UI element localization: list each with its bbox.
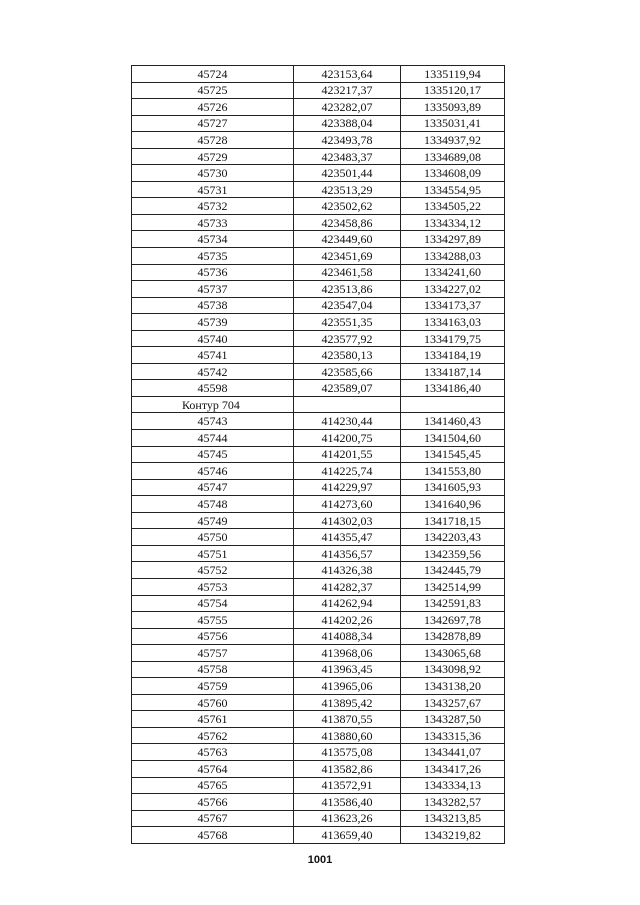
y-coordinate-cell: 1343441,07 <box>401 744 505 761</box>
x-coordinate-cell: 423513,86 <box>294 281 401 298</box>
point-number-cell: 45746 <box>132 463 294 480</box>
point-number-cell: 45725 <box>132 82 294 99</box>
x-coordinate-cell: 414225,74 <box>294 463 401 480</box>
y-coordinate-cell: 1334608,09 <box>401 165 505 182</box>
y-coordinate-cell: 1342591,83 <box>401 595 505 612</box>
point-number-cell: 45763 <box>132 744 294 761</box>
table-row <box>132 760 505 777</box>
point-number-cell: 45768 <box>132 827 294 844</box>
point-number-cell: 45760 <box>132 694 294 711</box>
table-row <box>132 363 505 380</box>
table-row <box>132 248 505 265</box>
point-number-cell: 45745 <box>132 446 294 463</box>
table-row <box>132 66 505 83</box>
y-coordinate-cell: 1341460,43 <box>401 413 505 430</box>
coordinates-table-body <box>132 66 505 844</box>
point-number-cell: 45767 <box>132 810 294 827</box>
x-coordinate-cell: 423551,35 <box>294 314 401 331</box>
y-coordinate-cell: 1334179,75 <box>401 330 505 347</box>
point-number-cell: 45740 <box>132 330 294 347</box>
table-row <box>132 529 505 546</box>
y-coordinate-cell: 1335093,89 <box>401 99 505 116</box>
coordinates-table <box>131 65 505 844</box>
x-coordinate-cell: 423513,29 <box>294 181 401 198</box>
x-coordinate-cell: 414282,37 <box>294 578 401 595</box>
table-row <box>132 430 505 447</box>
point-number-cell: 45744 <box>132 430 294 447</box>
y-coordinate-cell: 1343417,26 <box>401 760 505 777</box>
x-coordinate-cell: 413895,42 <box>294 694 401 711</box>
table-row <box>132 827 505 844</box>
y-coordinate-cell: 1343315,36 <box>401 727 505 744</box>
table-row <box>132 115 505 132</box>
x-coordinate-cell: 423449,60 <box>294 231 401 248</box>
table-row <box>132 446 505 463</box>
point-number-cell: 45756 <box>132 628 294 645</box>
x-coordinate-cell: 414200,75 <box>294 430 401 447</box>
x-coordinate-cell: 414230,44 <box>294 413 401 430</box>
x-coordinate-cell: 413659,40 <box>294 827 401 844</box>
y-coordinate-cell: 1335119,94 <box>401 66 505 83</box>
table-row <box>132 628 505 645</box>
y-coordinate-cell: 1342445,79 <box>401 562 505 579</box>
table-row <box>132 380 505 397</box>
x-coordinate-cell: 414229,97 <box>294 479 401 496</box>
point-number-cell: 45752 <box>132 562 294 579</box>
point-number-cell: 45764 <box>132 760 294 777</box>
x-coordinate-cell: 413968,06 <box>294 645 401 662</box>
y-coordinate-cell: 1334186,40 <box>401 380 505 397</box>
y-coordinate-cell: 1343257,67 <box>401 694 505 711</box>
y-coordinate-cell: 1343098,92 <box>401 661 505 678</box>
y-coordinate-cell: 1334297,89 <box>401 231 505 248</box>
table-row <box>132 578 505 595</box>
point-number-cell: 45759 <box>132 678 294 695</box>
point-number-cell: 45739 <box>132 314 294 331</box>
x-coordinate-cell: 413575,08 <box>294 744 401 761</box>
table-row <box>132 347 505 364</box>
table-row <box>132 496 505 513</box>
point-number-cell: 45751 <box>132 545 294 562</box>
table-row <box>132 148 505 165</box>
y-coordinate-cell: 1334937,92 <box>401 132 505 149</box>
x-coordinate-cell: 414201,55 <box>294 446 401 463</box>
table-row <box>132 198 505 215</box>
point-number-cell: 45747 <box>132 479 294 496</box>
x-coordinate-cell: 413963,45 <box>294 661 401 678</box>
x-coordinate-cell: 413880,60 <box>294 727 401 744</box>
y-coordinate-cell: 1334689,08 <box>401 148 505 165</box>
y-coordinate-cell: 1341504,60 <box>401 430 505 447</box>
x-coordinate-cell: 423451,69 <box>294 248 401 265</box>
point-number-cell: 45741 <box>132 347 294 364</box>
x-coordinate-cell: 414356,57 <box>294 545 401 562</box>
y-coordinate-cell: 1334187,14 <box>401 363 505 380</box>
y-coordinate-cell: 1341553,80 <box>401 463 505 480</box>
table-row <box>132 99 505 116</box>
point-number-cell: 45598 <box>132 380 294 397</box>
point-number-cell: 45737 <box>132 281 294 298</box>
y-coordinate-cell: 1343287,50 <box>401 711 505 728</box>
y-coordinate-cell: 1341545,45 <box>401 446 505 463</box>
point-number-cell: 45757 <box>132 645 294 662</box>
table-row <box>132 214 505 231</box>
point-number-cell: 45742 <box>132 363 294 380</box>
point-number-cell: 45732 <box>132 198 294 215</box>
table-row <box>132 181 505 198</box>
table-row <box>132 463 505 480</box>
y-coordinate-cell <box>401 396 505 413</box>
y-coordinate-cell: 1342359,56 <box>401 545 505 562</box>
x-coordinate-cell: 423585,66 <box>294 363 401 380</box>
x-coordinate-cell: 414202,26 <box>294 612 401 629</box>
y-coordinate-cell: 1334334,12 <box>401 214 505 231</box>
x-coordinate-cell <box>294 396 401 413</box>
y-coordinate-cell: 1334163,03 <box>401 314 505 331</box>
x-coordinate-cell: 413623,26 <box>294 810 401 827</box>
x-coordinate-cell: 423589,07 <box>294 380 401 397</box>
table-row <box>132 810 505 827</box>
y-coordinate-cell: 1341605,93 <box>401 479 505 496</box>
y-coordinate-cell: 1343219,82 <box>401 827 505 844</box>
table-row <box>132 727 505 744</box>
x-coordinate-cell: 413586,40 <box>294 794 401 811</box>
y-coordinate-cell: 1343213,85 <box>401 810 505 827</box>
x-coordinate-cell: 423388,04 <box>294 115 401 132</box>
point-number-cell: 45755 <box>132 612 294 629</box>
y-coordinate-cell: 1334241,60 <box>401 264 505 281</box>
point-number-cell: 45762 <box>132 727 294 744</box>
table-row <box>132 545 505 562</box>
point-number-cell: 45726 <box>132 99 294 116</box>
table-row <box>132 264 505 281</box>
x-coordinate-cell: 414273,60 <box>294 496 401 513</box>
point-number-cell: 45748 <box>132 496 294 513</box>
page-number: 1001 <box>307 854 333 866</box>
table-row <box>132 777 505 794</box>
table-row <box>132 645 505 662</box>
point-number-cell: 45727 <box>132 115 294 132</box>
y-coordinate-cell: 1334227,02 <box>401 281 505 298</box>
y-coordinate-cell: 1342514,99 <box>401 578 505 595</box>
point-number-cell: 45761 <box>132 711 294 728</box>
table-row <box>132 231 505 248</box>
x-coordinate-cell: 413965,06 <box>294 678 401 695</box>
x-coordinate-cell: 423461,58 <box>294 264 401 281</box>
table-row <box>132 479 505 496</box>
point-number-cell: 45735 <box>132 248 294 265</box>
x-coordinate-cell: 414262,94 <box>294 595 401 612</box>
point-number-cell: 45750 <box>132 529 294 546</box>
table-row <box>132 413 505 430</box>
y-coordinate-cell: 1342203,43 <box>401 529 505 546</box>
point-number-cell: 45729 <box>132 148 294 165</box>
table-row <box>132 132 505 149</box>
y-coordinate-cell: 1341718,15 <box>401 512 505 529</box>
x-coordinate-cell: 423493,78 <box>294 132 401 149</box>
table-row <box>132 711 505 728</box>
x-coordinate-cell: 423282,07 <box>294 99 401 116</box>
table-row <box>132 165 505 182</box>
table-row <box>132 281 505 298</box>
y-coordinate-cell: 1343065,68 <box>401 645 505 662</box>
x-coordinate-cell: 423153,64 <box>294 66 401 83</box>
table-row <box>132 512 505 529</box>
section-title-cell: Контур 704 <box>132 396 294 413</box>
x-coordinate-cell: 423483,37 <box>294 148 401 165</box>
section-header-row <box>132 396 505 413</box>
point-number-cell: 45734 <box>132 231 294 248</box>
point-number-cell: 45730 <box>132 165 294 182</box>
table-row <box>132 661 505 678</box>
table-row <box>132 595 505 612</box>
y-coordinate-cell: 1343334,13 <box>401 777 505 794</box>
x-coordinate-cell: 423580,13 <box>294 347 401 364</box>
table-row <box>132 562 505 579</box>
y-coordinate-cell: 1335031,41 <box>401 115 505 132</box>
x-coordinate-cell: 414355,47 <box>294 529 401 546</box>
x-coordinate-cell: 423502,62 <box>294 198 401 215</box>
table-row <box>132 794 505 811</box>
y-coordinate-cell: 1334554,95 <box>401 181 505 198</box>
table-row <box>132 314 505 331</box>
x-coordinate-cell: 413582,86 <box>294 760 401 777</box>
point-number-cell: 45731 <box>132 181 294 198</box>
y-coordinate-cell: 1341640,96 <box>401 496 505 513</box>
point-number-cell: 45754 <box>132 595 294 612</box>
point-number-cell: 45728 <box>132 132 294 149</box>
table-row <box>132 330 505 347</box>
x-coordinate-cell: 414088,34 <box>294 628 401 645</box>
x-coordinate-cell: 423577,92 <box>294 330 401 347</box>
table-row <box>132 678 505 695</box>
point-number-cell: 45749 <box>132 512 294 529</box>
table-row <box>132 694 505 711</box>
x-coordinate-cell: 423501,44 <box>294 165 401 182</box>
table-row <box>132 297 505 314</box>
point-number-cell: 45738 <box>132 297 294 314</box>
y-coordinate-cell: 1343138,20 <box>401 678 505 695</box>
point-number-cell: 45766 <box>132 794 294 811</box>
point-number-cell: 45733 <box>132 214 294 231</box>
point-number-cell: 45736 <box>132 264 294 281</box>
point-number-cell: 45758 <box>132 661 294 678</box>
y-coordinate-cell: 1334184,19 <box>401 347 505 364</box>
x-coordinate-cell: 423547,04 <box>294 297 401 314</box>
y-coordinate-cell: 1342697,78 <box>401 612 505 629</box>
y-coordinate-cell: 1335120,17 <box>401 82 505 99</box>
y-coordinate-cell: 1334288,03 <box>401 248 505 265</box>
y-coordinate-cell: 1342878,89 <box>401 628 505 645</box>
point-number-cell: 45753 <box>132 578 294 595</box>
y-coordinate-cell: 1343282,57 <box>401 794 505 811</box>
table-row <box>132 82 505 99</box>
point-number-cell: 45765 <box>132 777 294 794</box>
point-number-cell: 45743 <box>132 413 294 430</box>
table-row <box>132 744 505 761</box>
y-coordinate-cell: 1334505,22 <box>401 198 505 215</box>
x-coordinate-cell: 413870,55 <box>294 711 401 728</box>
x-coordinate-cell: 414302,03 <box>294 512 401 529</box>
y-coordinate-cell: 1334173,37 <box>401 297 505 314</box>
x-coordinate-cell: 423217,37 <box>294 82 401 99</box>
point-number-cell: 45724 <box>132 66 294 83</box>
x-coordinate-cell: 414326,38 <box>294 562 401 579</box>
x-coordinate-cell: 423458,86 <box>294 214 401 231</box>
table-row <box>132 612 505 629</box>
x-coordinate-cell: 413572,91 <box>294 777 401 794</box>
